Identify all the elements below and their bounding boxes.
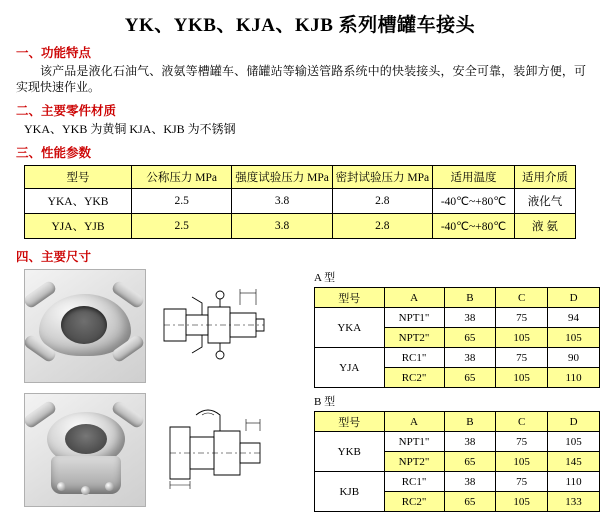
perf-cell: 2.5 <box>132 189 232 214</box>
section-body-features: 该产品是液化石油气、液氨等槽罐车、储罐站等输送管路系统中的快装接头，安全可靠，装卸方便，可实现快速作业。 <box>16 64 586 94</box>
dim-b-header-cell: C <box>496 412 548 432</box>
perf-cell: -40℃~+80℃ <box>433 189 515 214</box>
dim-b-model-cell: YKB <box>315 432 385 472</box>
dim-a-cell: 38 <box>444 308 496 328</box>
dim-b-cell: 105 <box>496 452 548 472</box>
table-row <box>25 189 576 214</box>
dim-a-header-cell: B <box>444 288 496 308</box>
table-row <box>315 308 600 328</box>
perf-header-cell: 强度试验压力 MPa <box>232 166 332 189</box>
dim-a-header-cell: 型号 <box>315 288 385 308</box>
dim-a-cell: 65 <box>444 368 496 388</box>
perf-header-cell: 密封试验压力 MPa <box>332 166 432 189</box>
coupling-photo-a <box>24 269 146 383</box>
section-heading-dimensions: 四、主要尺寸 <box>16 250 92 264</box>
dim-b-header-cell: A <box>384 412 444 432</box>
dim-b-header-cell: D <box>548 412 600 432</box>
table-header-row <box>315 288 600 308</box>
perf-header-cell: 型号 <box>25 166 132 189</box>
dim-b-cell: RC2" <box>384 492 444 512</box>
dim-b-cell: 65 <box>444 452 496 472</box>
perf-cell: 2.5 <box>132 214 232 239</box>
dim-a-cell: 38 <box>444 348 496 368</box>
dimension-table-a <box>314 287 600 388</box>
dim-b-cell: 65 <box>444 492 496 512</box>
dim-b-cell: 75 <box>496 432 548 452</box>
dim-a-cell: 105 <box>496 328 548 348</box>
page-title: YK、YKB、KJA、KJB 系列槽罐车接头 <box>124 15 476 36</box>
dim-a-cell: 105 <box>496 368 548 388</box>
dim-a-model-cell: YKA <box>315 308 385 348</box>
dimension-table-a-label: A 型 <box>314 272 336 284</box>
perf-cell: -40℃~+80℃ <box>433 214 515 239</box>
perf-header-cell: 适用介质 <box>514 166 575 189</box>
dim-b-cell: RC1" <box>384 472 444 492</box>
dimension-table-b-label: B 型 <box>314 396 336 408</box>
performance-table-wrap <box>24 165 600 239</box>
dimension-table-b <box>314 411 600 512</box>
perf-cell: 3.8 <box>232 214 332 239</box>
section-heading-performance: 三、性能参数 <box>16 146 92 160</box>
coupling-bore-shape <box>65 424 107 454</box>
perf-cell: 2.8 <box>332 214 432 239</box>
dim-a-cell: NPT1" <box>384 308 444 328</box>
dim-a-model-cell: YJA <box>315 348 385 388</box>
dimension-table-a-block <box>314 269 600 388</box>
coupling-photo-b <box>24 393 146 507</box>
table-row <box>315 432 600 452</box>
dim-a-cell: 105 <box>548 328 600 348</box>
dim-b-cell: 145 <box>548 452 600 472</box>
dim-a-cell: 75 <box>496 348 548 368</box>
table-header-row <box>315 412 600 432</box>
perf-header-cell: 公称压力 MPa <box>132 166 232 189</box>
section-heading-features: 一、功能特点 <box>16 46 92 60</box>
section-heading-materials: 二、主要零件材质 <box>16 104 117 118</box>
coupling-drawing-a <box>156 269 268 381</box>
perf-cell: YJA、YJB <box>25 214 132 239</box>
perf-cell: 液化气 <box>514 189 575 214</box>
dim-a-cell: RC1" <box>384 348 444 368</box>
table-row <box>25 214 576 239</box>
dim-a-cell: 90 <box>548 348 600 368</box>
section-body-materials: YKA、YKB 为黄铜 KJA、KJB 为不锈钢 <box>24 122 236 136</box>
perf-cell: YKA、YKB <box>25 189 132 214</box>
dim-b-header-cell: 型号 <box>315 412 385 432</box>
flange-bolt <box>105 482 114 491</box>
perf-header-cell: 适用温度 <box>433 166 515 189</box>
dimension-row-a <box>24 269 600 387</box>
dim-b-header-cell: B <box>444 412 496 432</box>
dim-a-cell: RC2" <box>384 368 444 388</box>
dimension-row-b <box>24 393 600 511</box>
dim-b-cell: NPT2" <box>384 452 444 472</box>
dim-b-cell: 105 <box>496 492 548 512</box>
dim-b-cell: 133 <box>548 492 600 512</box>
drawing-a-svg <box>156 269 268 381</box>
perf-cell: 2.8 <box>332 189 432 214</box>
dim-a-header-cell: C <box>496 288 548 308</box>
flange-bolt <box>81 486 90 495</box>
dim-a-cell: 65 <box>444 328 496 348</box>
dim-a-header-cell: D <box>548 288 600 308</box>
coupling-drawing-b <box>156 393 268 505</box>
table-row <box>315 472 600 492</box>
dimension-table-b-block <box>314 393 600 512</box>
dim-a-cell: NPT2" <box>384 328 444 348</box>
dim-a-header-cell: A <box>384 288 444 308</box>
dim-a-cell: 75 <box>496 308 548 328</box>
dim-b-cell: 75 <box>496 472 548 492</box>
perf-cell: 3.8 <box>232 189 332 214</box>
performance-table <box>24 165 576 239</box>
coupling-bore-shape <box>61 306 107 344</box>
dim-b-cell: NPT1" <box>384 432 444 452</box>
dim-b-cell: 38 <box>444 432 496 452</box>
table-row <box>315 348 600 368</box>
table-header-row <box>25 166 576 189</box>
perf-cell: 液 氨 <box>514 214 575 239</box>
dim-a-cell: 94 <box>548 308 600 328</box>
dim-b-model-cell: KJB <box>315 472 385 512</box>
flange-bolt <box>57 482 66 491</box>
dim-b-cell: 105 <box>548 432 600 452</box>
dim-a-cell: 110 <box>548 368 600 388</box>
dim-b-cell: 110 <box>548 472 600 492</box>
drawing-b-svg <box>156 393 268 505</box>
dim-b-cell: 38 <box>444 472 496 492</box>
